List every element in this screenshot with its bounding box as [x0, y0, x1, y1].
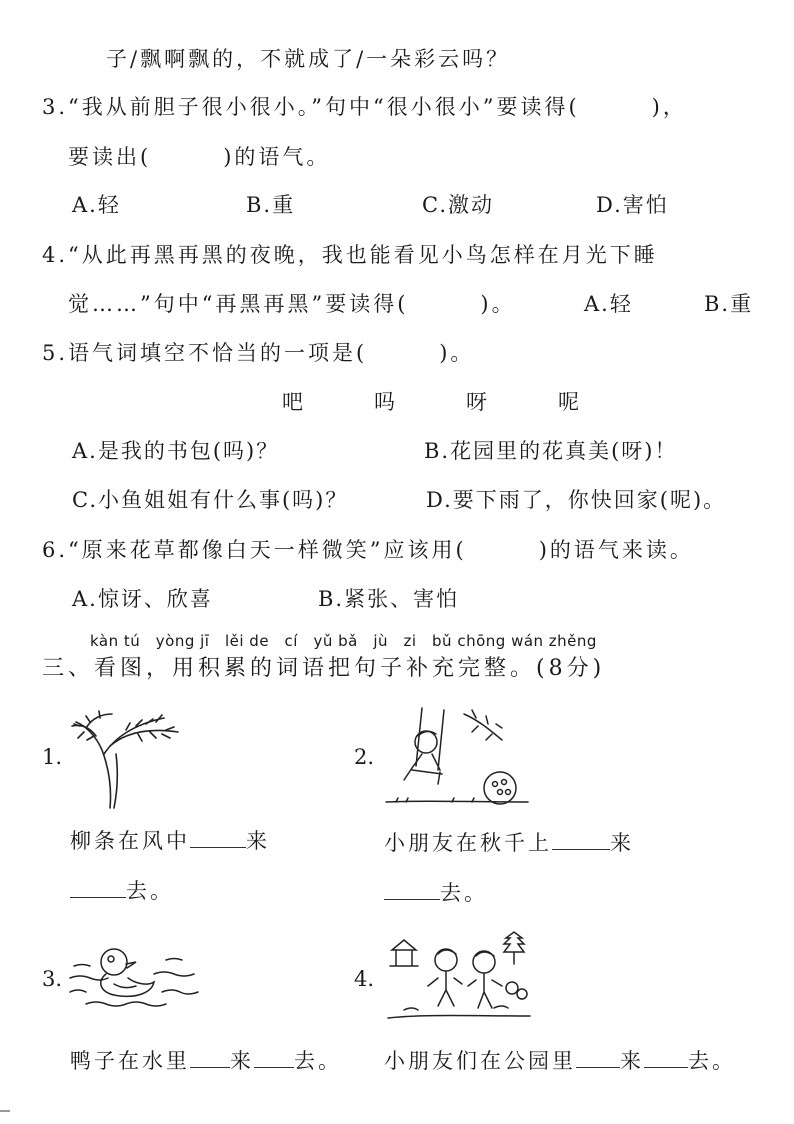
question-4-line-2: 觉……”句中“再黑再黑”要读得( )。	[68, 292, 516, 316]
q5-option-a: A.是我的书包(吗)？	[72, 439, 280, 463]
question-4-line-1: 4.“从此再黑再黑的夜晚，我也能看见小鸟怎样在月光下睡	[42, 243, 658, 267]
q5-option-b: B.花园里的花真美(呀)！	[424, 439, 678, 463]
picture-1-sentence-line-1	[70, 826, 270, 856]
section-3-pinyin: kàn tú yòng jī lěi de cí yǔ bǎ jù zi bǔ chōng wán zhěng	[90, 632, 597, 650]
picture-4-text-mid: 来	[620, 1049, 644, 1073]
q5-word: 呢	[558, 390, 581, 414]
q6-option-b: B.紧张、害怕	[318, 587, 460, 611]
q3-option-a: A.轻	[72, 193, 121, 217]
picture-2-blank-2[interactable]	[384, 881, 440, 900]
q5-option-c: C.小鱼姐姐有什么事(吗)？	[72, 488, 349, 512]
picture-1-text-mid: 来	[246, 829, 270, 853]
picture-2-blank-1[interactable]	[552, 831, 610, 850]
q4-option-a: A.轻	[584, 292, 633, 316]
q3-option-d: D.害怕	[596, 193, 669, 217]
q5-option-d: D.要下雨了，你快回家(呢)。	[426, 488, 727, 512]
q5-word: 吗	[374, 390, 397, 414]
picture-4-blank-2[interactable]	[644, 1049, 688, 1068]
picture-4-sentence	[384, 1046, 736, 1076]
q3-option-b: B.重	[246, 193, 296, 217]
picture-1-text-end: 去。	[126, 879, 174, 903]
picture-3-sentence	[70, 1046, 342, 1076]
picture-2-text-start: 小朋友在秋千上	[384, 831, 552, 855]
question-3-line-2: 要读出( )的语气。	[68, 145, 331, 169]
picture-3-blank-1[interactable]	[190, 1049, 230, 1068]
duck-picture	[66, 938, 206, 1014]
picture-4-text-end: 去。	[688, 1049, 736, 1073]
q4-option-b: B.重	[704, 292, 754, 316]
picture-3-blank-2[interactable]	[254, 1049, 294, 1068]
willow-tree-picture	[66, 706, 186, 810]
picture-4-blank-1[interactable]	[576, 1049, 620, 1068]
q5-word: 吧	[282, 390, 305, 414]
section-3-title: 三、看图，用积累的词语把句子补充完整。(8分)	[42, 656, 606, 681]
question-3-line-1: 3.“我从前胆子很小很小。”句中“很小很小”要读得( )，	[42, 95, 687, 119]
page-edge-mark	[0, 1110, 10, 1112]
poem-continuation: 子/飘啊飘的，不就成了/一朵彩云吗？	[106, 47, 511, 71]
picture-3-text-mid: 来	[230, 1049, 254, 1073]
picture-1-sentence-line-2	[70, 876, 174, 906]
picture-1-blank-2[interactable]	[70, 879, 126, 898]
picture-2-text-mid: 来	[610, 831, 634, 855]
picture-3-text-start: 鸭子在水里	[70, 1049, 190, 1073]
q6-option-a: A.惊讶、欣喜	[72, 587, 213, 611]
picture-3-number: 3.	[42, 967, 63, 991]
picture-4-number: 4.	[354, 967, 375, 991]
picture-2-sentence-line-1	[384, 828, 634, 858]
q3-option-c: C.激动	[422, 193, 494, 217]
picture-1-blank-1[interactable]	[190, 829, 246, 848]
picture-3-text-end: 去。	[294, 1049, 342, 1073]
picture-1-text-start: 柳条在风中	[70, 829, 190, 853]
picture-2-text-end: 去。	[440, 881, 488, 905]
q5-word: 呀	[466, 390, 489, 414]
question-6: 6.“原来花草都像白天一样微笑”应该用( )的语气来读。	[42, 538, 694, 562]
picture-2-sentence-line-2	[384, 878, 488, 908]
picture-2-number: 2.	[354, 745, 375, 769]
swing-picture	[382, 706, 532, 806]
question-5: 5.语气词填空不恰当的一项是( )。	[42, 341, 475, 365]
q5-word-list	[282, 387, 650, 417]
picture-4-text-start: 小朋友们在公园里	[384, 1049, 576, 1073]
picture-1-number: 1.	[42, 745, 63, 769]
park-children-picture	[384, 930, 534, 1022]
